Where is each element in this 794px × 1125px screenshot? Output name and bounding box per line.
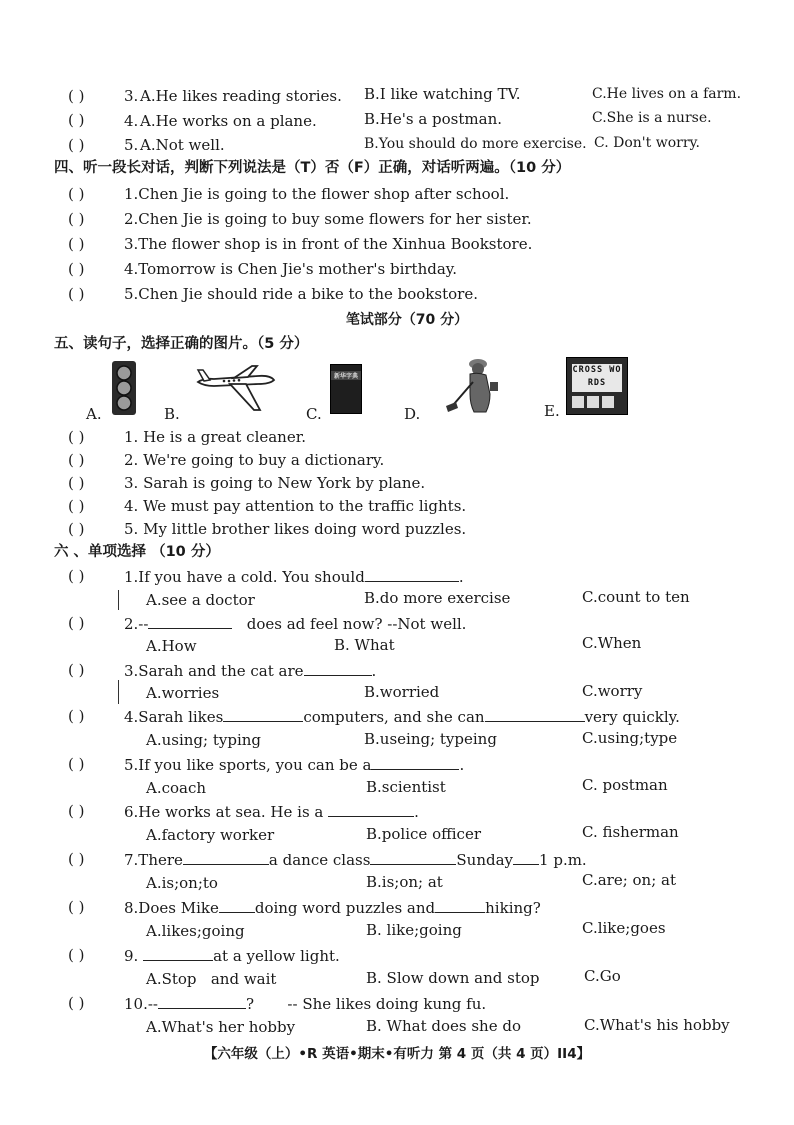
answer-paren[interactable]: ( ) bbox=[68, 661, 85, 679]
dictionary-book-icon bbox=[330, 364, 362, 414]
answer-blank[interactable] bbox=[158, 993, 246, 1009]
answer-blank[interactable] bbox=[148, 613, 232, 629]
sentence-text: 2. We're going to buy a dictionary. bbox=[124, 451, 385, 469]
section-4-title: 四、听一段长对话，判断下列说法是（T）否（F）正确，对话听两遍。（10 分） bbox=[54, 160, 571, 176]
option-b: B.You should do more exercise. bbox=[364, 136, 587, 152]
traffic-light-icon bbox=[110, 360, 138, 416]
option-c: C.She is a nurse. bbox=[592, 110, 712, 126]
answer-paren[interactable]: ( ) bbox=[68, 850, 85, 868]
option-a: A.He works on a plane. bbox=[140, 112, 317, 130]
statement-text: 5.Chen Jie should ride a bike to the bookstore. bbox=[124, 285, 478, 303]
answer-paren[interactable]: ( ) bbox=[68, 567, 85, 585]
option-b: B. What does she do bbox=[366, 1017, 521, 1035]
stem-text: hiking? bbox=[485, 899, 541, 917]
sentence-text: 1. He is a great cleaner. bbox=[124, 428, 307, 446]
statement-text: 2.Chen Jie is going to buy some flowers for her sister. bbox=[124, 210, 532, 228]
option-a: A.What's her hobby bbox=[146, 1018, 296, 1036]
question-stem bbox=[124, 754, 464, 775]
crossword-text: CROSS WORDS bbox=[572, 364, 622, 392]
option-b: B.useing; typeing bbox=[364, 730, 497, 748]
answer-blank[interactable] bbox=[223, 706, 303, 722]
question-stem bbox=[124, 897, 541, 918]
question-number: 3. bbox=[124, 87, 139, 105]
question-stem bbox=[124, 613, 466, 634]
option-a: A.He likes reading stories. bbox=[140, 87, 342, 105]
question-stem bbox=[124, 801, 419, 822]
answer-blank[interactable] bbox=[143, 945, 213, 961]
stem-text: . bbox=[371, 662, 377, 680]
stem-text: 3.Sarah and the cat are bbox=[124, 662, 304, 680]
answer-blank[interactable] bbox=[485, 706, 585, 722]
statement-text: 3.The flower shop is in front of the Xinhua Bookstore. bbox=[124, 235, 533, 253]
sentence-text: 5. My little brother likes doing word puzzles. bbox=[124, 520, 467, 538]
answer-blank[interactable] bbox=[371, 754, 459, 770]
answer-paren[interactable]: ( ) bbox=[68, 235, 85, 253]
answer-blank[interactable] bbox=[435, 897, 485, 913]
picture-label-b: B. bbox=[164, 405, 180, 423]
statement-text: 4.Tomorrow is Chen Jie's mother's birthday. bbox=[124, 260, 458, 278]
option-a: A.worries bbox=[146, 684, 220, 702]
answer-blank[interactable] bbox=[370, 849, 456, 865]
answer-paren[interactable]: ( ) bbox=[68, 260, 85, 278]
stem-text: 9. bbox=[124, 947, 139, 965]
stem-text: ? -- She likes doing kung fu. bbox=[246, 995, 487, 1013]
answer-blank[interactable] bbox=[365, 566, 459, 582]
sentence-text: 3. Sarah is going to New York by plane. bbox=[124, 474, 426, 492]
stem-text: . bbox=[414, 803, 419, 821]
answer-paren[interactable]: ( ) bbox=[68, 497, 85, 515]
answer-blank[interactable] bbox=[513, 849, 539, 865]
option-a: A.factory worker bbox=[146, 826, 275, 844]
stem-text: 2.-- bbox=[124, 615, 149, 633]
answer-paren[interactable]: ( ) bbox=[68, 185, 85, 203]
option-c: C.He lives on a farm. bbox=[592, 86, 742, 102]
question-stem bbox=[124, 993, 486, 1014]
section-5-title: 五、读句子，选择正确的图片。（5 分） bbox=[54, 336, 309, 352]
picture-label-e: E. bbox=[544, 402, 560, 420]
option-a: A.How bbox=[146, 637, 197, 655]
picture-label-c: C. bbox=[306, 405, 322, 423]
stem-text: Sunday bbox=[456, 851, 514, 869]
option-b: B.He's a postman. bbox=[364, 110, 503, 128]
stem-text: 5.If you like sports, you can be a bbox=[124, 756, 372, 774]
book-cover-title: 新华字典 bbox=[331, 371, 361, 380]
option-a: A.see a doctor bbox=[146, 591, 255, 609]
answer-blank[interactable] bbox=[219, 897, 255, 913]
page-footer: 【六年级（上）•R 英语•期末•有听力 第 4 页（共 4 页）II4】 bbox=[203, 1046, 591, 1062]
stem-text: 1.If you have a cold. You should bbox=[124, 568, 365, 586]
stem-text: 7.There bbox=[124, 851, 183, 869]
cleaner-sweeping-icon bbox=[440, 356, 506, 416]
stem-text: a dance class bbox=[268, 851, 371, 869]
answer-paren[interactable]: ( ) bbox=[68, 451, 85, 469]
option-b: B.do more exercise bbox=[364, 589, 511, 607]
stem-text: computers, and she can bbox=[303, 708, 485, 726]
answer-paren[interactable]: ( ) bbox=[68, 898, 85, 916]
option-a: A.Stop and wait bbox=[146, 970, 277, 988]
option-c: C.count to ten bbox=[582, 588, 690, 606]
option-b: B.is;on; at bbox=[366, 873, 443, 891]
answer-paren[interactable]: ( ) bbox=[68, 285, 85, 303]
question-stem bbox=[124, 660, 376, 681]
answer-paren[interactable]: ( ) bbox=[68, 428, 85, 446]
option-c: C. fisherman bbox=[582, 823, 679, 841]
crossword-puzzle-icon bbox=[566, 357, 628, 415]
answer-blank[interactable] bbox=[328, 801, 414, 817]
option-b: B.I like watching TV. bbox=[364, 85, 521, 103]
option-c: C.using;type bbox=[582, 729, 678, 747]
option-b: B.police officer bbox=[366, 825, 481, 843]
airplane-icon bbox=[194, 362, 276, 414]
option-b: B. Slow down and stop bbox=[366, 969, 540, 987]
stem-text: at a yellow light. bbox=[213, 947, 340, 965]
answer-paren[interactable]: ( ) bbox=[68, 474, 85, 492]
stem-text: doing word puzzles and bbox=[254, 899, 436, 917]
margin-bar bbox=[118, 590, 119, 610]
written-part-title: 笔试部分（70 分） bbox=[345, 312, 469, 328]
answer-paren[interactable]: ( ) bbox=[68, 520, 85, 538]
question-number: 5. bbox=[124, 136, 139, 154]
section-6-title: 六 、单项选择 （10 分） bbox=[54, 544, 220, 560]
option-c: C.worry bbox=[582, 682, 643, 700]
answer-paren[interactable]: ( ) bbox=[68, 87, 85, 105]
option-a: A.using; typing bbox=[146, 731, 262, 749]
answer-paren[interactable]: ( ) bbox=[68, 994, 85, 1012]
answer-blank[interactable] bbox=[304, 660, 372, 676]
option-c: C.are; on; at bbox=[582, 871, 677, 889]
option-c: C. Don't worry. bbox=[594, 135, 701, 151]
stem-text: very quickly. bbox=[584, 708, 680, 726]
option-b: B. What bbox=[334, 636, 395, 654]
answer-paren[interactable]: ( ) bbox=[68, 755, 85, 773]
stem-text: 10.-- bbox=[124, 995, 158, 1013]
picture-label-d: D. bbox=[404, 405, 421, 423]
option-c: C.like;goes bbox=[582, 919, 666, 937]
picture-label-a: A. bbox=[86, 405, 102, 423]
question-stem bbox=[124, 849, 587, 870]
answer-paren[interactable]: ( ) bbox=[68, 210, 85, 228]
answer-paren[interactable]: ( ) bbox=[68, 136, 85, 154]
option-c: C.What's his hobby bbox=[584, 1016, 730, 1034]
option-b: B.scientist bbox=[366, 778, 446, 796]
sentence-text: 4. We must pay attention to the traffic lights. bbox=[124, 497, 467, 515]
option-b: B.worried bbox=[364, 683, 440, 701]
answer-blank[interactable] bbox=[183, 849, 269, 865]
stem-text: . bbox=[458, 568, 464, 586]
answer-paren[interactable]: ( ) bbox=[68, 802, 85, 820]
answer-paren[interactable]: ( ) bbox=[68, 111, 85, 129]
option-b: B. like;going bbox=[366, 921, 462, 939]
stem-text: 6.He works at sea. He is a bbox=[124, 803, 324, 821]
answer-paren[interactable]: ( ) bbox=[68, 614, 85, 632]
option-a: A.Not well. bbox=[140, 136, 225, 154]
answer-paren[interactable]: ( ) bbox=[68, 707, 85, 725]
answer-paren[interactable]: ( ) bbox=[68, 946, 85, 964]
statement-text: 1.Chen Jie is going to the flower shop after school. bbox=[124, 185, 510, 203]
stem-text: 8.Does Mike bbox=[124, 899, 219, 917]
stem-text: 4.Sarah likes bbox=[124, 708, 224, 726]
stem-text: 1 p.m. bbox=[539, 851, 587, 869]
option-a: A.likes;going bbox=[146, 922, 245, 940]
margin-bar bbox=[118, 680, 119, 704]
option-c: C. postman bbox=[582, 776, 668, 794]
question-number: 4. bbox=[124, 112, 139, 130]
question-stem bbox=[124, 706, 680, 727]
option-a: A.is;on;to bbox=[146, 874, 218, 892]
option-c: C.Go bbox=[584, 967, 621, 985]
stem-text: does ad feel now? --Not well. bbox=[246, 615, 467, 633]
question-stem bbox=[124, 566, 464, 587]
stem-text: . bbox=[459, 756, 465, 774]
option-c: C.When bbox=[582, 634, 642, 652]
option-a: A.coach bbox=[146, 779, 207, 797]
question-stem bbox=[124, 945, 340, 966]
